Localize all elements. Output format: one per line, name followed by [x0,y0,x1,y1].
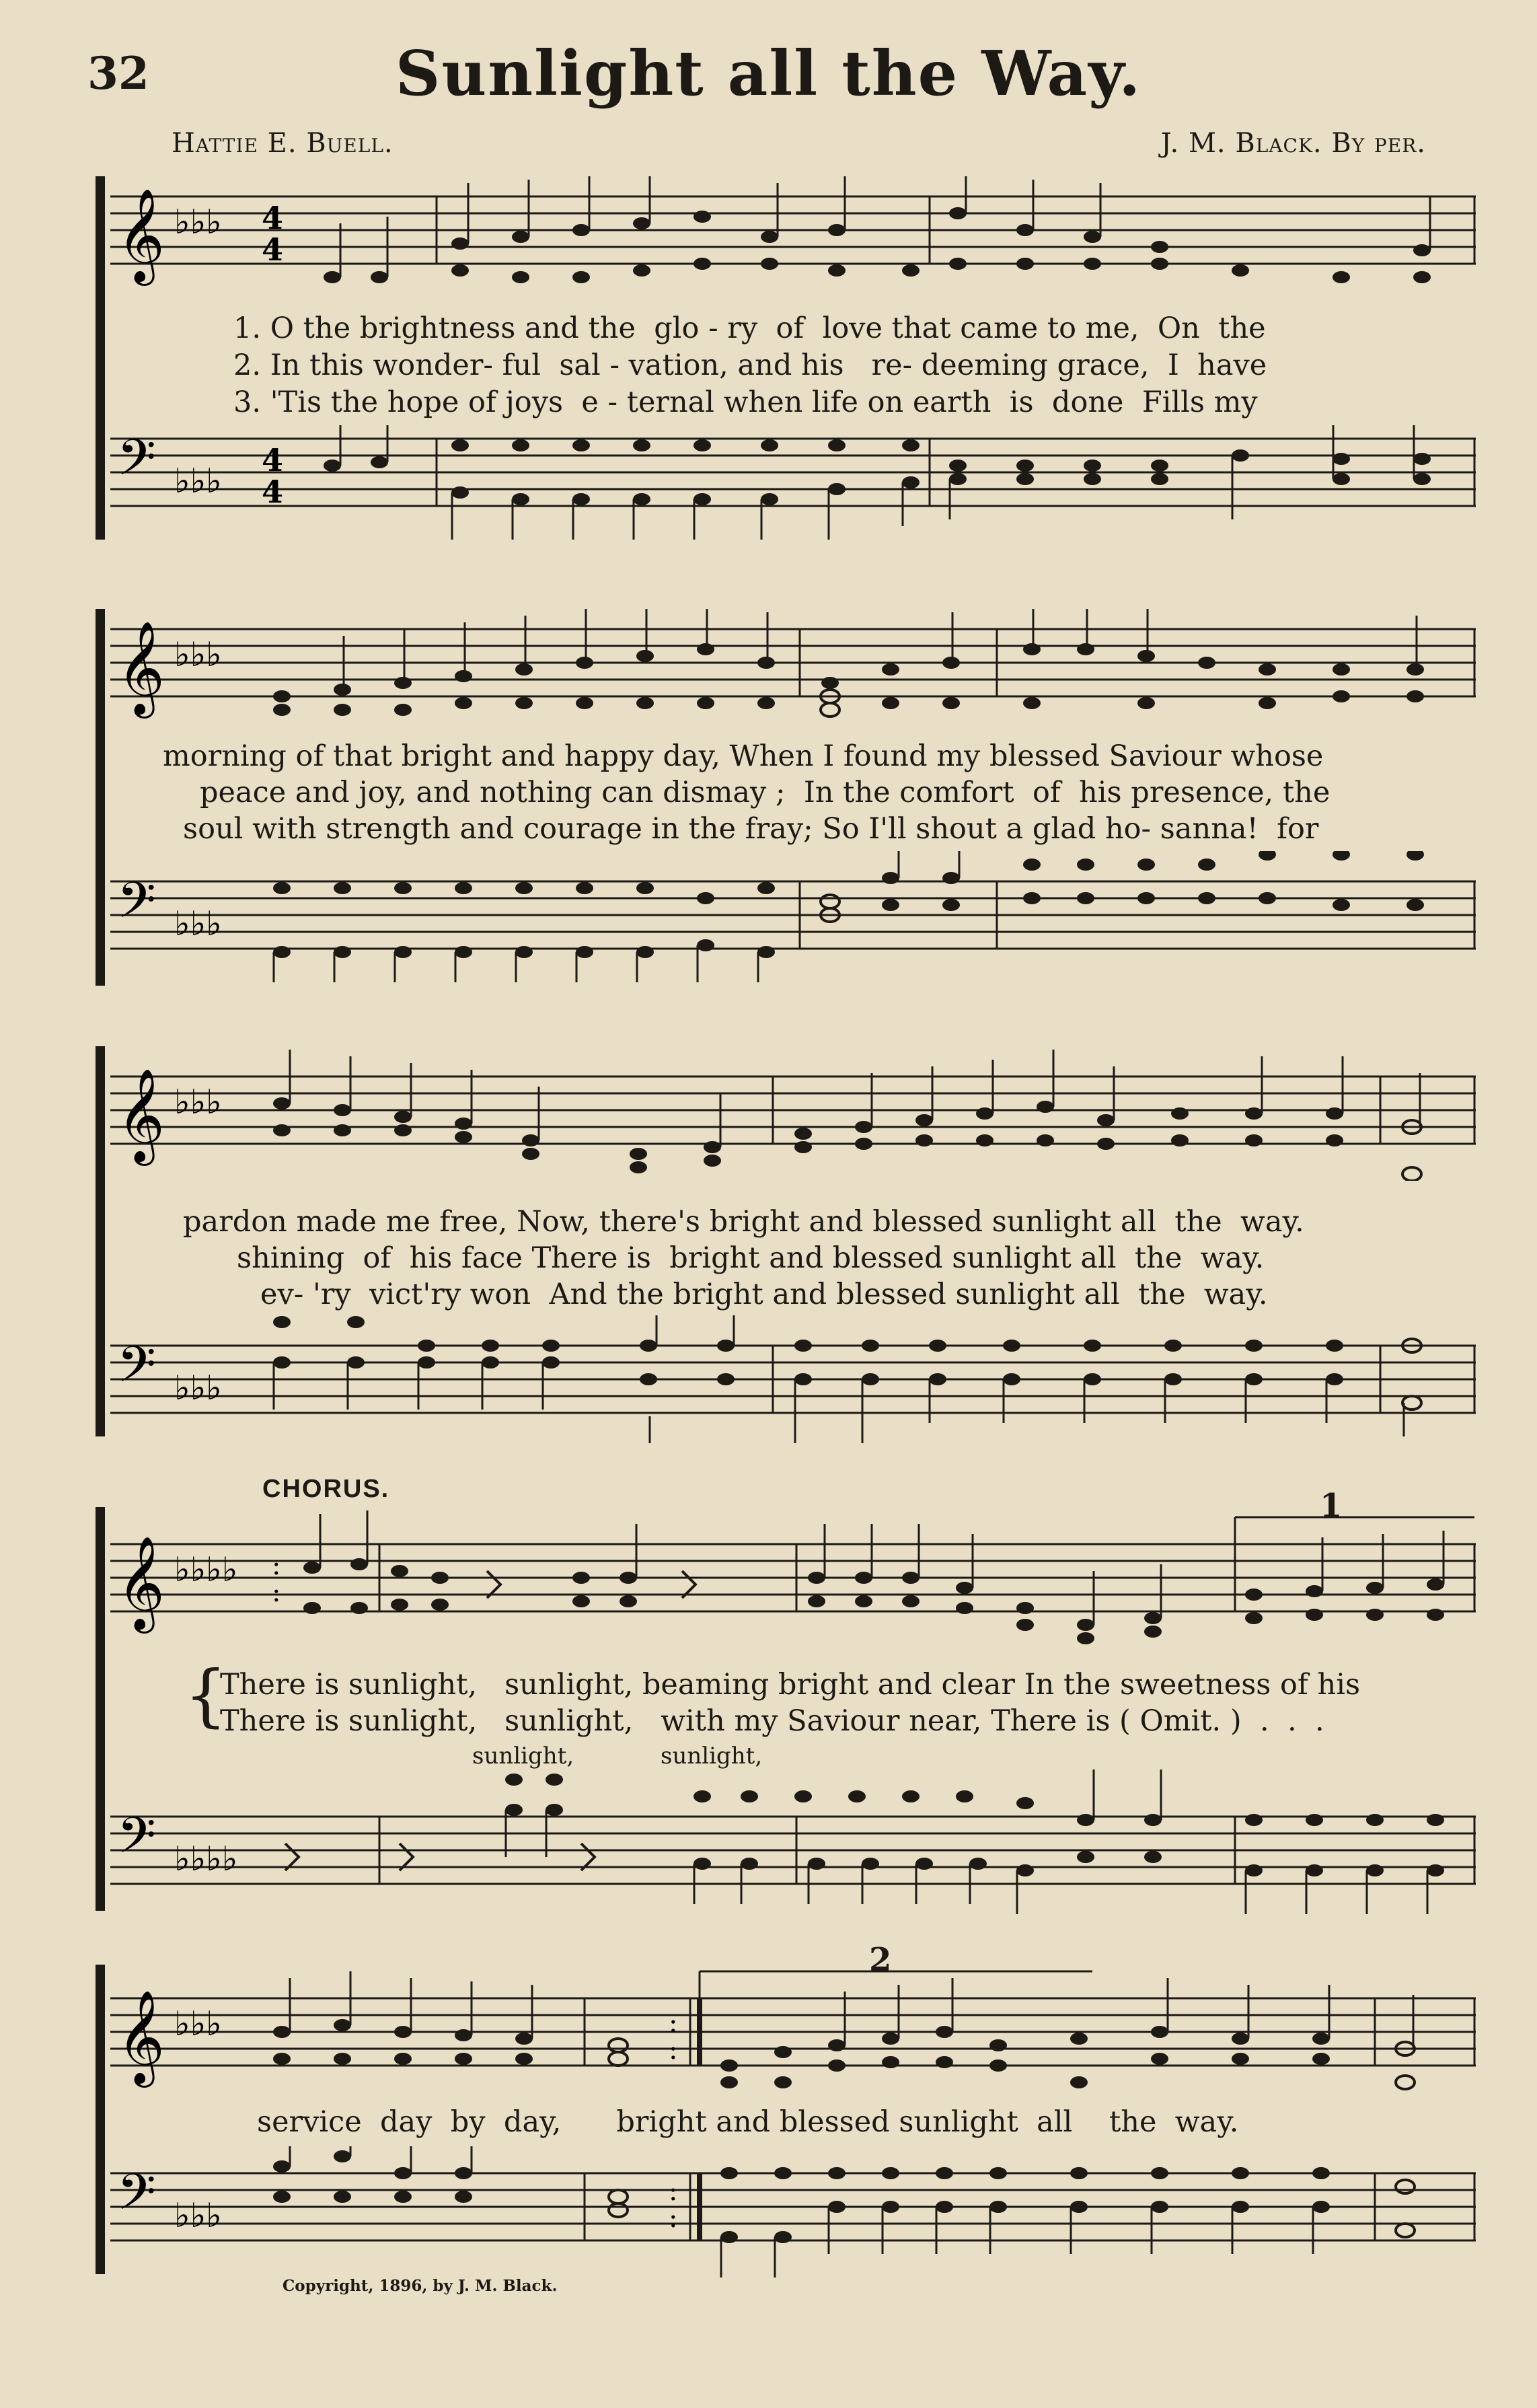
svg-text:4: 4 [262,474,284,510]
system-bracket [96,1965,105,2274]
music-system-2 [96,609,1480,986]
lyric-line: peace and joy, and nothing can dismay ; In the comfort of his presence, the [200,776,1330,809]
treble-staff [110,1046,1476,1181]
svg-text:𝄢: 𝄢 [117,1336,156,1406]
second-ending-number: 2 [869,1941,892,1979]
svg-text:♭♭♭: ♭♭♭ [174,635,222,674]
svg-text:♭♭♭: ♭♭♭ [174,1369,222,1408]
svg-text:𝄞: 𝄞 [117,621,165,715]
lyric-line: 3. 'Tis the hope of joys e - ternal when life on earth is done Fills my [233,386,1258,419]
lyric-line: There is sunlight, sunlight, beaming bright and clear In the sweetness of his [220,1668,1361,1702]
chorus-label: CHORUS. [262,1475,390,1503]
svg-text::: : [669,2176,678,2207]
svg-text:𝄢: 𝄢 [117,871,156,942]
composer-credit [1161,128,1426,159]
bass-staff [110,851,1476,986]
svg-text:𝄞: 𝄞 [117,1536,165,1630]
bass-staff [110,2146,1476,2281]
svg-text:♭♭♭: ♭♭♭ [174,2196,222,2235]
treble-staff [110,176,1476,297]
svg-text:𝄞: 𝄞 [117,1068,165,1162]
first-ending-number: 1 [1320,1487,1343,1525]
treble-staff [110,609,1476,730]
permission-note: By per. [1331,128,1426,159]
lyric-line: morning of that bright and happy day, When I found my blessed Saviour whose [163,739,1324,773]
svg-text::: : [272,1577,281,1608]
lyric-line: There is sunlight, sunlight, with my Saviour near, There is ( Omit. ) . . . [220,1704,1324,1738]
bass-staff [110,1769,1476,1918]
page-number: 32 [87,47,149,100]
lyric-line: shining of his face There is bright and blessed sunlight all the way. [237,1241,1265,1275]
lyric-line: 1. O the brightness and the glo - ry of love that came to me, On the [233,312,1266,345]
music-system-1 [96,176,1480,540]
bass-staff [110,425,1476,546]
lyric-line: 2. In this wonder- ful sal - vation, and his re- deeming grace, I have [233,349,1267,382]
lyric-line: service day by day, bright and blessed sunlight all the way. [257,2105,1239,2139]
music-system-3 [96,1046,1480,1436]
system-bracket [96,609,105,986]
svg-text::: : [669,2008,678,2039]
svg-text::: : [272,1550,281,1581]
svg-text:𝄞: 𝄞 [117,1990,165,2084]
bass-staff [110,1315,1476,1463]
lyricist-credit: Hattie E. Buell. [172,128,393,159]
svg-text:♭♭♭♭: ♭♭♭♭ [174,1550,238,1589]
music-system-5 [96,1941,1480,2274]
lyric-brace: { [184,1656,227,1735]
svg-text:♭♭♭: ♭♭♭ [174,2004,222,2043]
svg-text:♭♭♭: ♭♭♭ [174,904,222,943]
svg-text:4: 4 [262,442,284,478]
svg-text:♭♭♭: ♭♭♭ [174,203,222,242]
copyright-notice: Copyright, 1896, by J. M. Black. [283,2277,558,2295]
svg-text:𝄞: 𝄞 [117,188,165,282]
system-bracket [96,1507,105,1911]
composer-name: J. M. Black. [1160,128,1322,159]
system-bracket [96,176,105,540]
svg-text:𝄢: 𝄢 [117,429,156,499]
bass-word: sunlight, [661,1743,763,1769]
svg-text:𝄢: 𝄢 [117,1807,156,1877]
svg-text::: : [669,2035,678,2066]
treble-staff [110,1965,1476,2099]
svg-text:4: 4 [262,231,284,268]
bass-word: sunlight, [472,1743,574,1769]
lyric-line: ev- 'ry vict'ry won And the bright and blessed sunlight all the way. [260,1278,1268,1311]
system-bracket [96,1046,105,1436]
svg-text:♭♭♭♭: ♭♭♭♭ [174,1839,238,1878]
song-title: Sunlight all the Way. [395,37,1142,110]
svg-text:♭♭♭: ♭♭♭ [174,462,222,501]
lyric-line: soul with strength and courage in the fray; So I'll shout a glad ho- sanna! for [183,812,1319,846]
treble-staff [110,1507,1476,1655]
svg-text:♭♭♭: ♭♭♭ [174,1083,222,1122]
svg-text:4: 4 [262,200,284,236]
svg-text:𝄢: 𝄢 [117,2163,156,2234]
lyric-line: pardon made me free, Now, there's bright and blessed sunlight all the way. [183,1205,1304,1239]
svg-text::: : [669,2203,678,2234]
